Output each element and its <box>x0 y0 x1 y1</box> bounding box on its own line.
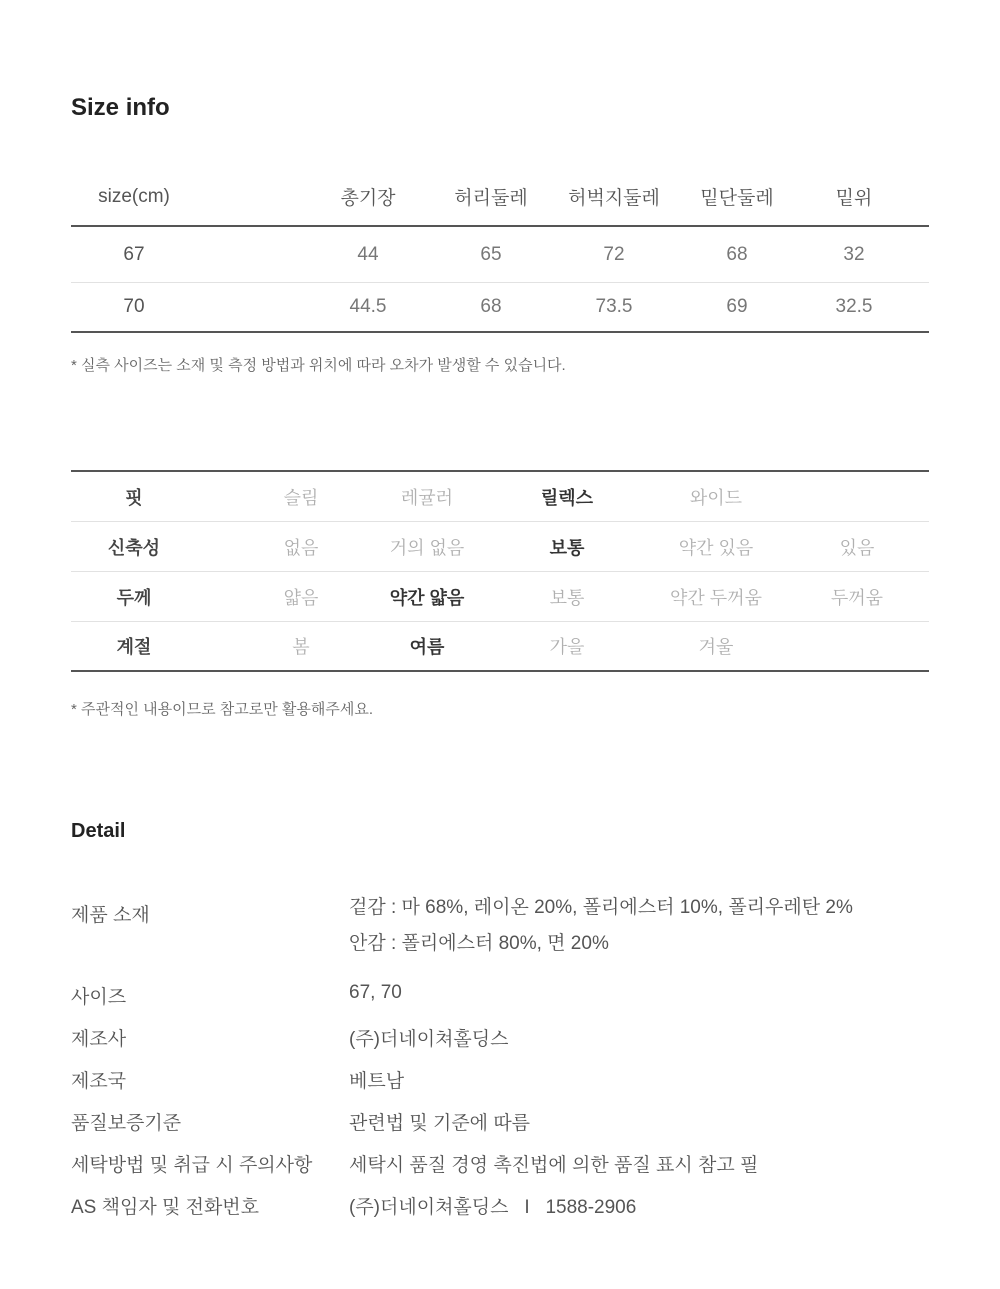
fit-note: * 주관적인 내용이므로 참고로만 활용해주세요. <box>71 701 373 718</box>
thigh-cell: 73.5 <box>595 296 633 317</box>
detail-value: (주)더네이쳐홀딩스 I 1588-2906 <box>349 1197 637 1218</box>
detail-label: 제품 소재 <box>71 905 150 926</box>
table-row <box>71 283 929 333</box>
waist-cell: 65 <box>480 243 502 265</box>
fit-row-season <box>71 622 929 672</box>
thickness-option: 보통 <box>549 587 585 608</box>
size-info-title: Size info <box>71 94 170 121</box>
detail-value: 67, 70 <box>349 982 402 1003</box>
fit-option: 슬림 <box>283 487 319 508</box>
thickness-option: 약간 두꺼움 <box>670 587 762 608</box>
total-length-cell: 44.5 <box>349 296 387 317</box>
header-total-length: 총기장 <box>340 188 396 209</box>
detail-value: 베트남 <box>349 1071 405 1092</box>
fit-row-stretch <box>71 522 929 572</box>
season-option: 봄 <box>292 637 310 657</box>
hem-cell: 68 <box>726 243 748 265</box>
detail-title: Detail <box>71 820 126 842</box>
season-option: 겨울 <box>698 637 734 657</box>
detail-label: 제조사 <box>71 1029 127 1050</box>
header-size: size(cm) <box>98 185 170 207</box>
detail-label: 품질보증기준 <box>71 1113 182 1134</box>
stretch-option: 약간 있음 <box>678 537 754 558</box>
stretch-option: 없음 <box>283 537 319 558</box>
stretch-option: 있음 <box>839 537 875 558</box>
size-note: * 실측 사이즈는 소재 및 측정 방법과 위치에 따라 오차가 발생할 수 있습니다. <box>71 357 566 374</box>
header-hem: 밑단둘레 <box>700 188 774 209</box>
thickness-option-selected: 약간 얇음 <box>389 587 465 608</box>
season-option <box>797 622 917 670</box>
fit-row-thickness <box>71 572 929 622</box>
fit-label: 핏 <box>125 487 143 508</box>
size-table <box>71 168 929 333</box>
size-cell: 70 <box>123 296 145 317</box>
material-outer: 겉감 : 마 68%, 레이온 20%, 폴리에스터 10%, 폴리우레탄 2% <box>349 897 853 918</box>
season-label: 계절 <box>116 637 152 657</box>
detail-value: 관련법 및 기준에 따름 <box>349 1113 531 1134</box>
detail-value: 세탁시 품질 경영 촉진법에 의한 품질 표시 참고 필 <box>349 1155 759 1176</box>
thigh-cell: 72 <box>603 243 625 265</box>
detail-label: AS 책임자 및 전화번호 <box>71 1197 260 1218</box>
fit-table <box>71 470 929 672</box>
fit-option: 레귤러 <box>400 487 454 508</box>
detail-label: 세탁방법 및 취급 시 주의사항 <box>71 1155 313 1176</box>
rise-cell: 32 <box>843 243 865 265</box>
size-cell: 67 <box>123 243 145 265</box>
header-waist: 허리둘레 <box>454 188 528 209</box>
rise-cell: 32.5 <box>835 296 873 317</box>
stretch-option: 거의 없음 <box>389 537 465 558</box>
detail-value <box>349 890 853 962</box>
thickness-option: 얇음 <box>283 587 319 608</box>
stretch-label: 신축성 <box>107 537 161 558</box>
header-thigh: 허벅지둘레 <box>568 188 660 209</box>
hem-cell: 69 <box>726 296 748 317</box>
header-rise: 밑위 <box>835 188 873 209</box>
size-table-header <box>71 168 929 227</box>
waist-cell: 68 <box>480 296 502 317</box>
thickness-label: 두께 <box>116 587 152 608</box>
detail-label: 제조국 <box>71 1071 127 1092</box>
material-lining: 안감 : 폴리에스터 80%, 면 20% <box>349 933 609 954</box>
table-row <box>71 227 929 283</box>
thickness-option: 두꺼움 <box>830 587 884 608</box>
detail-label: 사이즈 <box>71 987 127 1008</box>
fit-option: 와이드 <box>689 487 743 508</box>
detail-value: (주)더네이쳐홀딩스 <box>349 1029 509 1050</box>
total-length-cell: 44 <box>357 243 379 265</box>
stretch-option-selected: 보통 <box>549 537 585 558</box>
season-option: 가을 <box>549 637 585 657</box>
fit-option-selected: 릴렉스 <box>540 487 594 508</box>
fit-row-fit <box>71 472 929 522</box>
fit-option <box>797 472 917 521</box>
season-option-selected: 여름 <box>409 637 445 657</box>
